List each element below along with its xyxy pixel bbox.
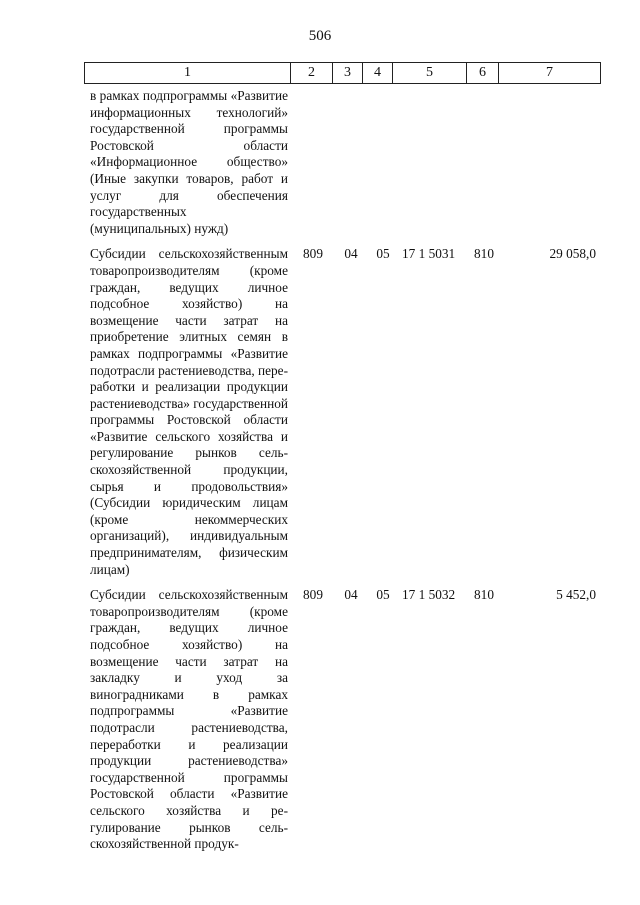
header-col-1: 1 <box>85 63 291 84</box>
section-code: 04 <box>344 587 358 603</box>
header-col-3: 3 <box>333 63 363 84</box>
header-col-5: 5 <box>393 63 467 84</box>
expense-type-code: 810 <box>474 246 494 262</box>
header-col-7: 7 <box>499 63 601 84</box>
budget-rows <box>84 88 600 862</box>
amount: 29 058,0 <box>549 246 596 262</box>
header-col-6: 6 <box>467 63 499 84</box>
header-col-2: 2 <box>291 63 333 84</box>
header-col-4: 4 <box>363 63 393 84</box>
page-number: 506 <box>308 28 332 44</box>
row-description: Субсидии сельскохозяйственным товаропроизводителям (кроме граждан, ведущих личное подсобное хозяйство) на возмещение части затрат на закладку и уход за виноградниками в рамках подпрограммы «Развитие подотрасли растениеводства, переработки и реализации продукции растениеводства» государственной программы Ростовской области «Развитие сельского хозяйства и регулирование рынков сельскохозяйственной продук- <box>90 587 288 852</box>
table-row <box>84 587 600 853</box>
table-row <box>84 88 600 237</box>
subsection-code: 05 <box>376 246 390 262</box>
ministry-code: 809 <box>303 587 323 603</box>
row-description: в рамках подпрограммы «Развитие информационных технологий» государственной программы Ростовской области «Информационное общество» (Иные закупки товаров, работ и услуг для обеспечения государственных (муниципальных) нужд) <box>90 88 288 236</box>
column-number-header <box>84 62 601 84</box>
section-code: 04 <box>344 246 358 262</box>
amount: 5 452,0 <box>556 587 596 603</box>
ministry-code: 809 <box>303 246 323 262</box>
row-description: Субсидии сельскохозяйственным товаропроизводителям (кроме граждан, ведущих личное подсобное хозяйство) на возмещение части затрат на приобретение элитных семян в рамках подпрограммы «Развитие подотрасли растениеводства, переработки и реализации продукции растениеводства» государственной программы Ростовской области «Развитие сельского хозяйства и регулирование рынков сельскохозяйственной продукции, сырья и продовольствия» (Субсидии юридическим лицам (кроме некоммерческих организаций), индивидуальным предпринимателям, физическим лицам) <box>90 246 289 577</box>
table-row <box>84 246 600 578</box>
target-article-code: 17 1 5032 <box>402 587 456 603</box>
target-article-code: 17 1 5031 <box>402 246 456 262</box>
expense-type-code: 810 <box>474 587 494 603</box>
subsection-code: 05 <box>376 587 390 603</box>
